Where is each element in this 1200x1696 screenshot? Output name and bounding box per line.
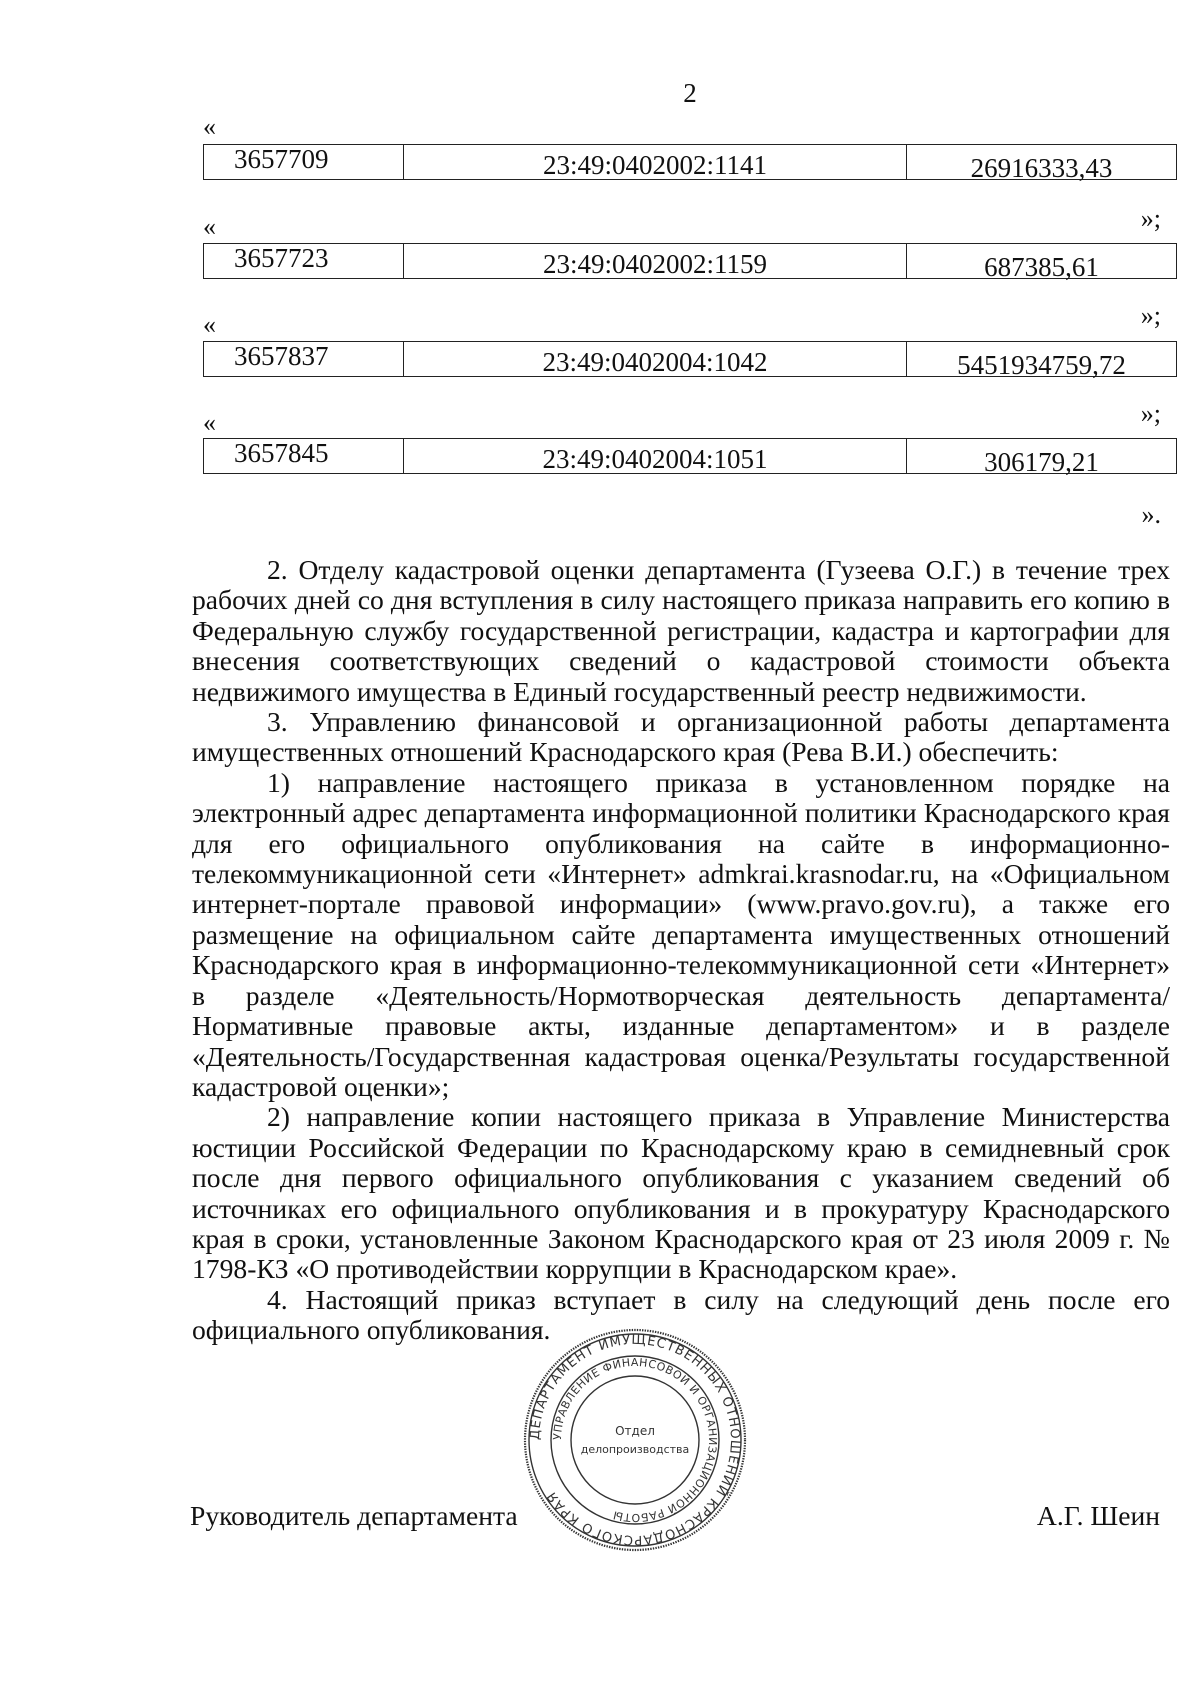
- paragraph-2: 2. Отделу кадастровой оценки департамента (Гузеева О.Г.) в течение трех рабочих дней со дня вступления в силу настоящего приказа направить его копию в Федеральную службу государственной регистрации, кадастра и картографии для внесения соответствующих сведений о кадастровой стоимости объекта недвижимого имущества в Единый государственный реестр недвижимости.: [192, 554, 1170, 707]
- paragraph-4: 4. Настоящий приказ вступает в силу на следующий день после его официального опубликования.: [192, 1283, 1170, 1346]
- stamp-center-line1: Отдел: [615, 1424, 655, 1438]
- table-row: [203, 438, 1177, 477]
- quote-close: »;: [1140, 399, 1161, 428]
- quote-close: »;: [1140, 301, 1161, 330]
- cadastral-value: 26916333,43: [970, 153, 1113, 183]
- cadastral-number: 23:49:0402004:1051: [404, 439, 907, 473]
- quote-close: »;: [1140, 204, 1161, 233]
- quote-open: «: [203, 112, 216, 141]
- table-row: [203, 243, 1177, 282]
- quote-open: «: [203, 310, 216, 339]
- cadastral-value: 687385,61: [984, 252, 1099, 282]
- page-number: 2: [683, 78, 697, 108]
- signatory-position: Руководитель департамента: [190, 1500, 518, 1531]
- stamp-outer-text: ДЕПАРТАМЕНТ ИМУЩЕСТВЕННЫХ ОТНОШЕНИЙ КРАСНОДАРСКОГО КРАЯ: [527, 1332, 743, 1548]
- paragraph-3-1: 1) направление настоящего приказа в установленном порядке на электронный адрес департамента информационной политики Краснодарского края для его официального опубликования на сайте в информационно-телекоммуникационной сети «Интернет» admkrai.krasnodar.ru, на «Официальном интернет-портале правовой информации» (www.pravo.gov.ru), а также его размещение на официальном сайте департамента имущественных отношений Краснодарского края в информационно-телекоммуникационной сети «Интернет» в разделе «Деятельность/Нормотворческая деятельность департамента/Нормативные правовые акты, изданные департаментом» и в разделе «Деятельность/Государственная кадастровая оценка/Результаты государственной кадастровой оценки»;: [192, 766, 1170, 1102]
- object-id: 3657837: [204, 342, 404, 376]
- object-id: 3657709: [204, 145, 404, 179]
- cadastral-number: 23:49:0402004:1042: [404, 342, 907, 376]
- quote-open: «: [203, 408, 216, 437]
- stamp-inner-text: УПРАВЛЕНИЕ ФИНАНСОВОЙ И ОРГАНИЗАЦИОННОЙ РАБОТЫ: [550, 1355, 720, 1525]
- body-text: [192, 555, 1170, 1346]
- cadastral-value: 306179,21: [984, 447, 1099, 477]
- stamp-center-line2: делопроизводства: [580, 1443, 690, 1456]
- paragraph-3: 3. Управлению финансовой и организационной работы департамента имущественных отношений Краснодарского края (Рева В.И.) обеспечить:: [192, 706, 1170, 768]
- quote-close: ».: [1141, 500, 1161, 529]
- cadastral-number: 23:49:0402002:1159: [404, 244, 907, 278]
- cadastral-number: 23:49:0402002:1141: [404, 145, 907, 179]
- table-row: [203, 144, 1177, 183]
- quote-open: «: [203, 212, 216, 241]
- svg-text:УПРАВЛЕНИЕ ФИНАНСОВОЙ И ОРГАНИ: [551, 1356, 719, 1524]
- paragraph-3-2: 2) направление копии настоящего приказа в Управление Министерства юстиции Российской Федерации по Краснодарскому краю в семидневный срок после дня первого официального опубликования с указанием сведений об источниках его официального опубликования и в прокуратуру Краснодарского края в сроки, установленные Законом Краснодарского края от 23 июля 2009 г. № 1798-КЗ «О противодействии коррупции в Краснодарском крае».: [192, 1101, 1170, 1285]
- signature-block: [190, 1500, 1160, 1532]
- cadastral-value: 5451934759,72: [957, 350, 1126, 380]
- table-row: [203, 341, 1177, 380]
- object-id: 3657845: [204, 439, 404, 473]
- object-id: 3657723: [204, 244, 404, 278]
- signatory-name: А.Г. Шеин: [1036, 1500, 1160, 1531]
